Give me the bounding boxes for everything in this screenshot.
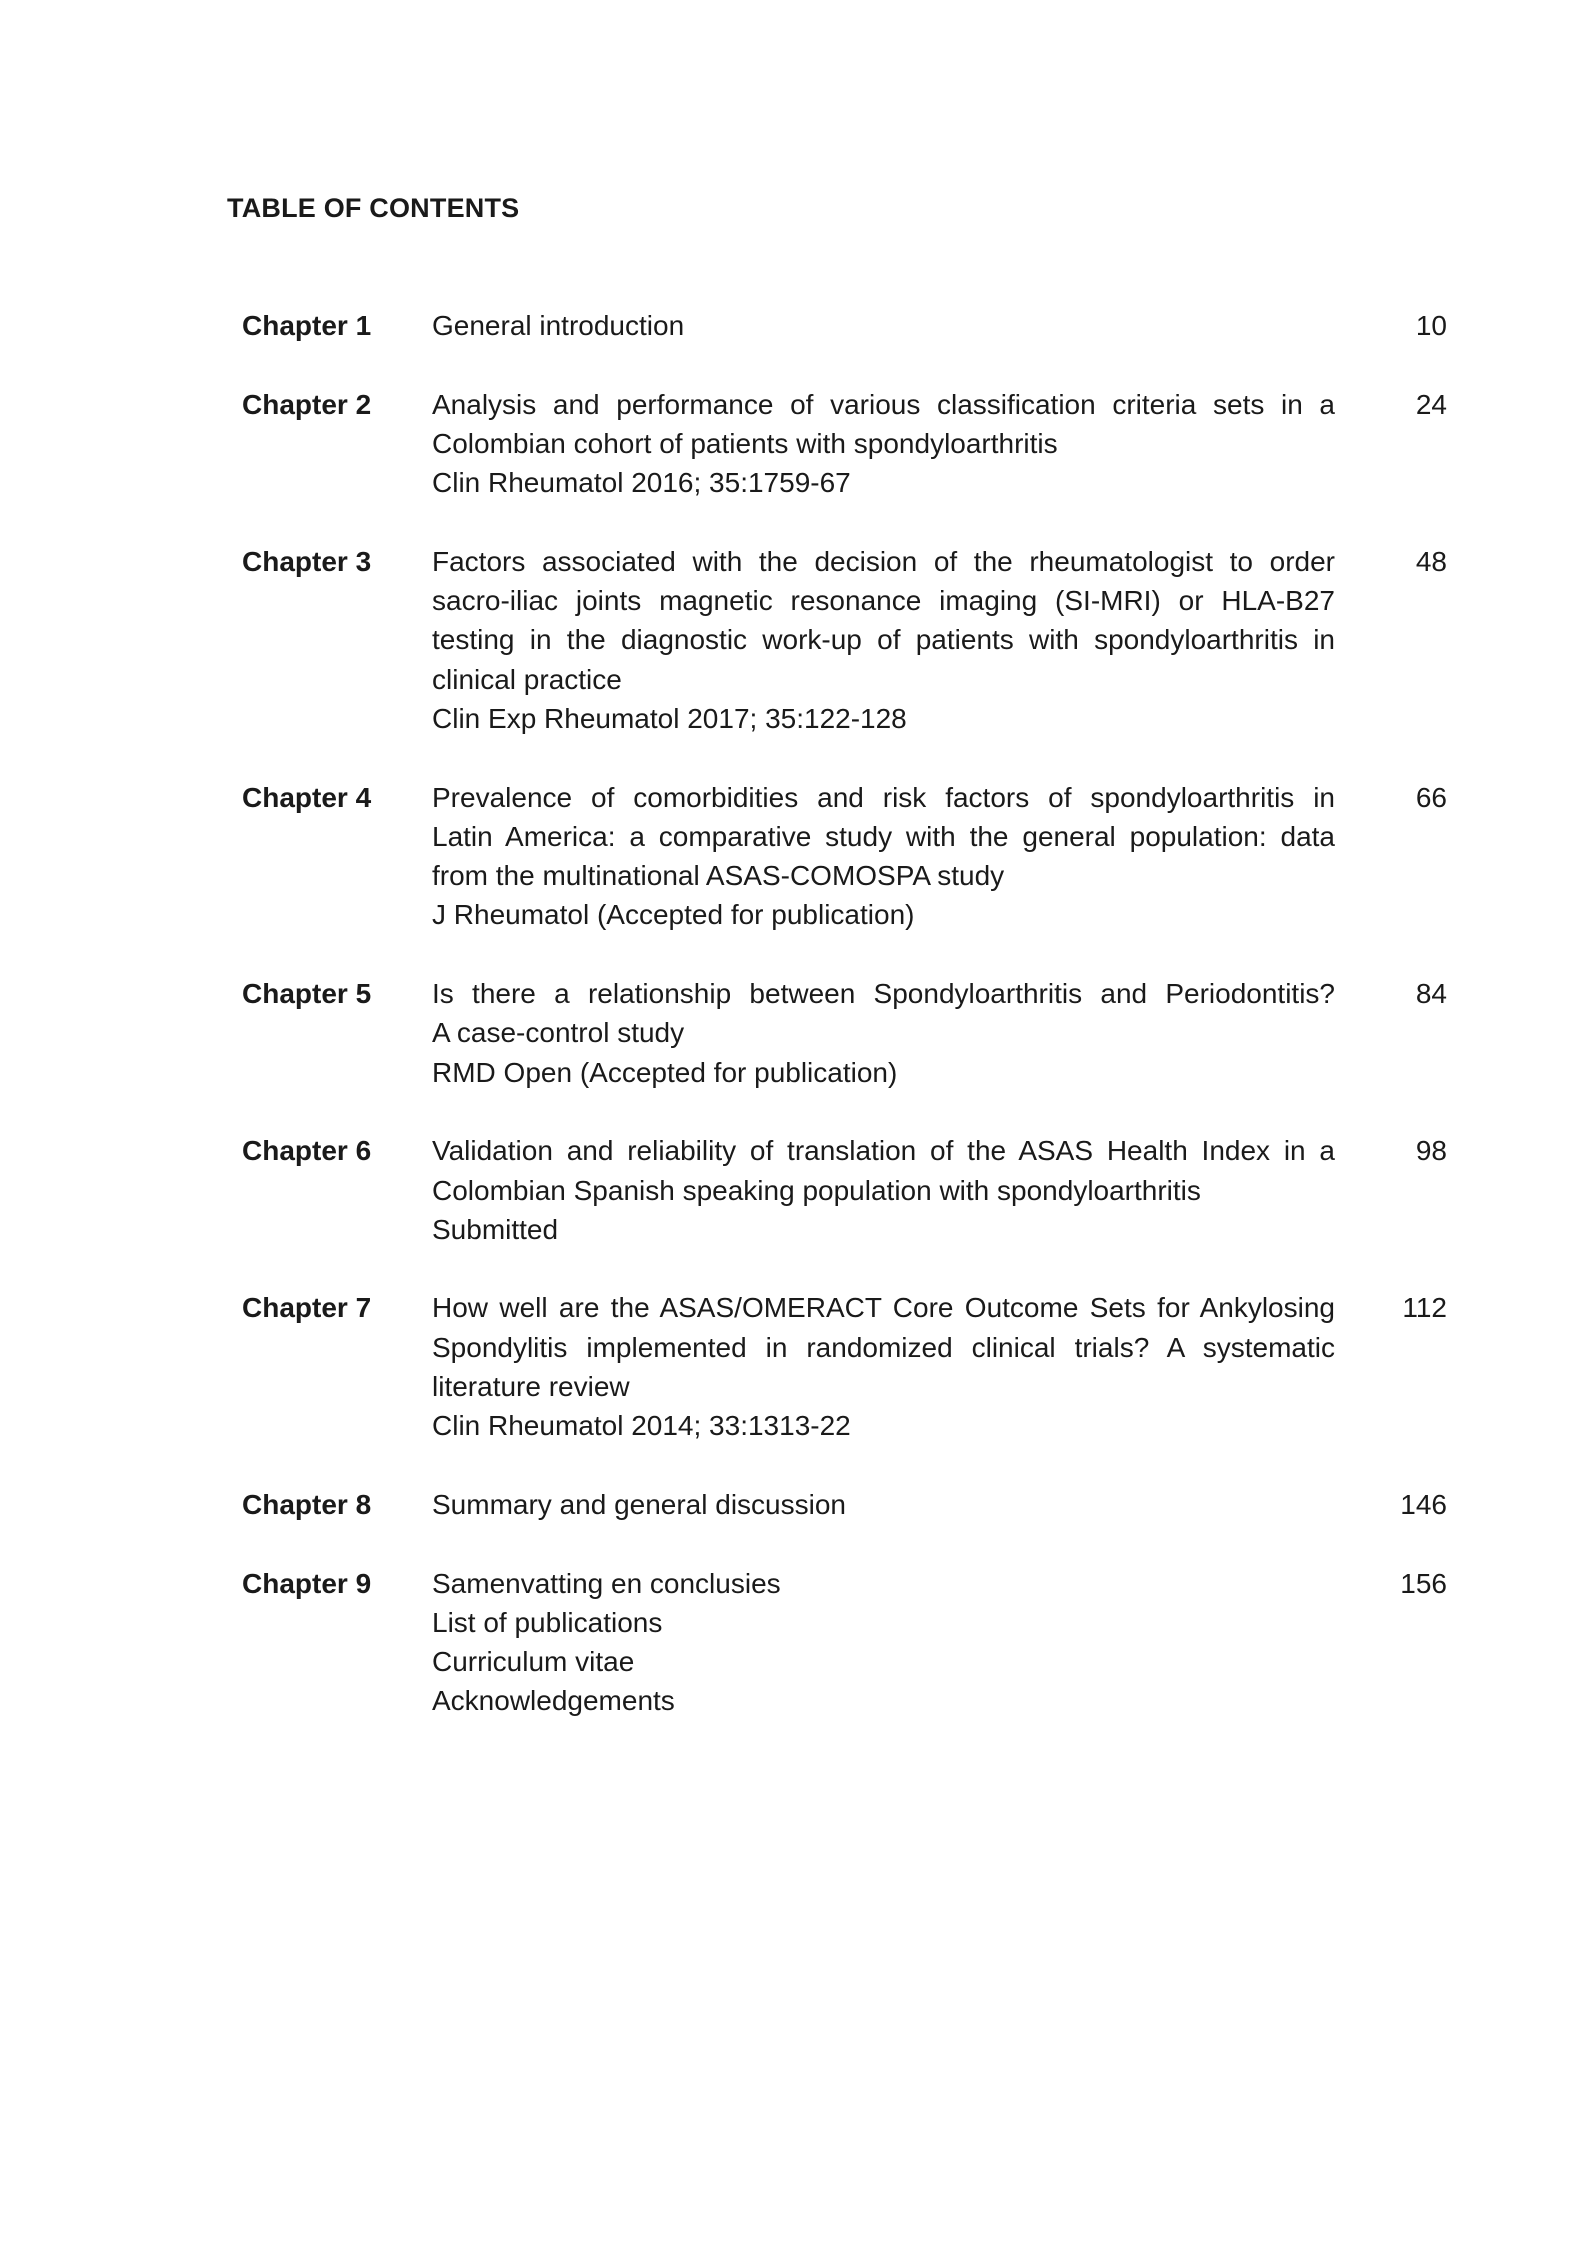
- entry-line: Spondylitis implemented in randomized clinical trials? A systematic: [432, 1331, 1335, 1363]
- table-of-contents: [242, 306, 1457, 1721]
- entry-line: clinical practice: [432, 663, 622, 695]
- entry-line: Colombian cohort of patients with spondyloarthritis: [432, 427, 1058, 459]
- entry-line: testing in the diagnostic work-up of patients with spondyloarthritis in: [432, 624, 1335, 656]
- entry-line: Latin America: a comparative study with the general population: data: [432, 820, 1335, 852]
- chapter-label: Chapter 1: [242, 310, 372, 341]
- page-number: 10: [1415, 310, 1447, 341]
- entry-title: [432, 778, 1335, 935]
- toc-entry-chapter-7[interactable]: [242, 1288, 1457, 1445]
- page-number: 112: [1402, 1292, 1447, 1324]
- toc-entry-chapter-8[interactable]: [242, 1485, 1457, 1524]
- entry-line: from the multinational ASAS-COMOSPA study: [432, 860, 1005, 892]
- entry-line: Validation and reliability of translation of the ASAS Health Index in a: [432, 1135, 1335, 1167]
- page-number: 98: [1415, 1135, 1447, 1167]
- entry-title: [432, 542, 1335, 738]
- entry-line: Is there a relationship between Spondyloarthritis and Periodontitis?: [432, 978, 1335, 1010]
- entry-title: [432, 1564, 1335, 1721]
- toc-entry-chapter-3[interactable]: [242, 542, 1457, 738]
- entry-citation: Clin Rheumatol 2014; 33:1313-22: [432, 1410, 851, 1442]
- entry-line: How well are the ASAS/OMERACT Core Outcome Sets for Ankylosing: [432, 1292, 1335, 1324]
- entry-line: Analysis and performance of various classification criteria sets in a: [432, 388, 1335, 420]
- entry-citation: Submitted: [432, 1213, 559, 1245]
- entry-line: Factors associated with the decision of the rheumatologist to order: [432, 545, 1335, 577]
- entry-line: sacro-iliac joints magnetic resonance imaging (SI-MRI) or HLA-B27: [432, 585, 1335, 617]
- chapter-label: Chapter 3: [242, 545, 372, 577]
- entry-title: [432, 306, 1335, 345]
- entry-line: A case-control study: [432, 1017, 685, 1049]
- entry-citation: J Rheumatol (Accepted for publication): [432, 899, 915, 931]
- entry-citation: Clin Rheumatol 2016; 35:1759-67: [432, 467, 851, 499]
- toc-entry-chapter-6[interactable]: [242, 1131, 1457, 1249]
- page-number: 156: [1400, 1567, 1447, 1599]
- entry-line: Curriculum vitae: [432, 1646, 635, 1678]
- toc-entry-chapter-1[interactable]: [242, 306, 1457, 345]
- entry-title: [432, 385, 1335, 503]
- entry-title: [432, 1288, 1335, 1445]
- entry-citation: RMD Open (Accepted for publication): [432, 1056, 898, 1088]
- page-number: 66: [1415, 781, 1447, 813]
- entry-line: Samenvatting en conclusies: [432, 1567, 781, 1599]
- entry-line: Colombian Spanish speaking population with spondyloarthritis: [432, 1174, 1201, 1206]
- chapter-label: Chapter 8: [242, 1488, 372, 1520]
- chapter-label: Chapter 7: [242, 1292, 372, 1324]
- entry-line: Summary and general discussion: [432, 1488, 846, 1520]
- entry-line: literature review: [432, 1371, 630, 1403]
- page-number: 84: [1415, 978, 1447, 1010]
- entry-line: Prevalence of comorbidities and risk factors of spondyloarthritis in: [432, 781, 1335, 813]
- entry-line: List of publications: [432, 1606, 663, 1638]
- page-title: TABLE OF CONTENTS: [227, 193, 520, 223]
- chapter-label: Chapter 4: [242, 781, 372, 813]
- entry-title: [432, 974, 1335, 1092]
- toc-entry-chapter-2[interactable]: [242, 385, 1457, 503]
- toc-entry-chapter-4[interactable]: [242, 778, 1457, 935]
- chapter-label: Chapter 5: [242, 978, 372, 1010]
- chapter-label: Chapter 6: [242, 1135, 372, 1167]
- page-number: 146: [1400, 1488, 1447, 1520]
- entry-line: General introduction: [432, 310, 685, 341]
- entry-title: [432, 1131, 1335, 1249]
- entry-citation: Clin Exp Rheumatol 2017; 35:122-128: [432, 702, 907, 734]
- chapter-label: Chapter 9: [242, 1567, 372, 1599]
- entry-line: Acknowledgements: [432, 1685, 675, 1717]
- toc-entry-chapter-9[interactable]: [242, 1564, 1457, 1721]
- toc-entry-chapter-5[interactable]: [242, 974, 1457, 1092]
- page-number: 48: [1415, 545, 1447, 577]
- chapter-label: Chapter 2: [242, 388, 372, 420]
- page-number: 24: [1415, 388, 1447, 420]
- entry-title: [432, 1485, 1335, 1524]
